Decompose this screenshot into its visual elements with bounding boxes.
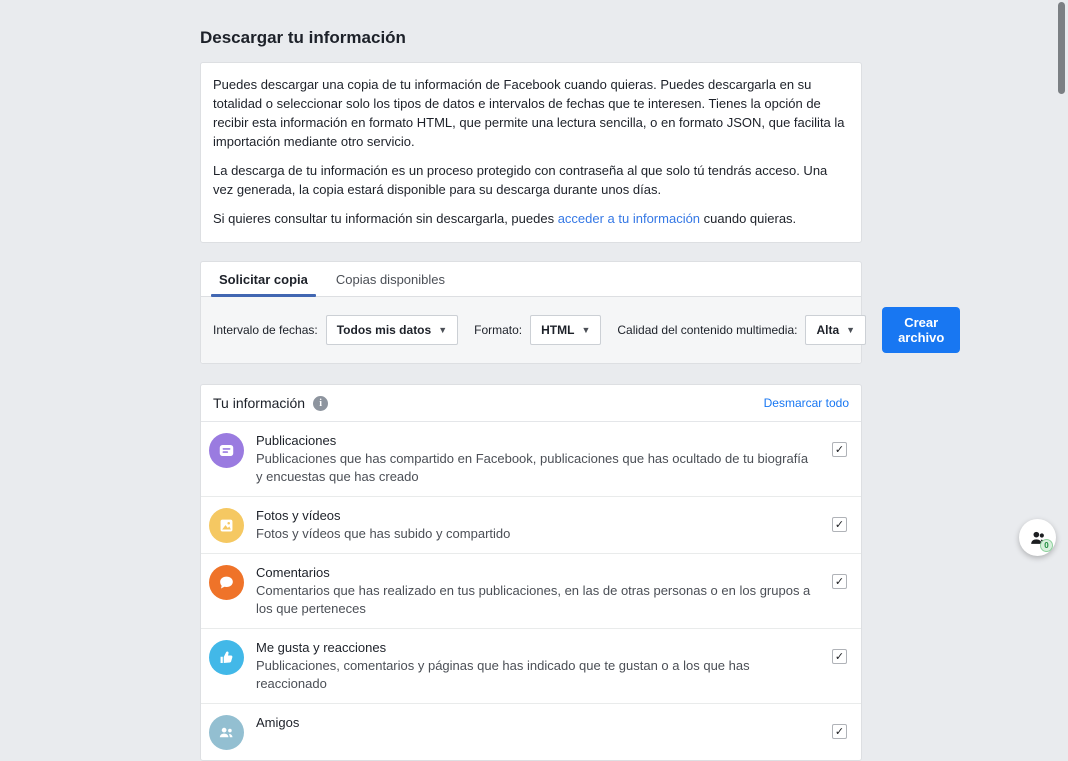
intro-p3-after: cuando quieras. [700,211,797,226]
date-range-label: Intervalo de fechas: [213,323,318,337]
list-item [201,554,861,629]
list-header [201,385,861,422]
page-title: Descargar tu información [200,28,406,47]
date-range-dropdown[interactable]: Todos mis datos ▼ [326,315,458,345]
widget-count-badge: 0 [1040,539,1053,552]
tab-solicitar-copia[interactable]: Solicitar copia [205,262,322,296]
item-checkbox[interactable]: ✓ [832,517,847,532]
posts-icon [209,433,244,468]
item-checkbox[interactable]: ✓ [832,574,847,589]
list-item [201,629,861,704]
information-list [201,422,861,760]
tab-copias-disponibles[interactable]: Copias disponibles [335,271,445,287]
item-title: Amigos [256,715,300,730]
item-title: Comentarios [256,565,330,580]
item-description: Comentarios que has realizado en tus publicaciones, en las de otras personas o en los grupos a los que perteneces [256,583,811,616]
media-quality-label: Calidad del contenido multimedia: [617,323,798,337]
item-description: Publicaciones que has compartido en Facebook, publicaciones que has ocultado de tu biografía y encuestas que has creado [256,451,809,484]
main-content [200,0,945,761]
create-file-button[interactable]: Crear archivo [882,307,960,353]
intro-card [200,62,862,243]
item-description: Publicaciones, comentarios y páginas que has indicado que te gustan o a los que has reaccionado [256,658,750,691]
item-checkbox[interactable]: ✓ [832,442,847,457]
list-item [201,422,861,497]
access-info-link[interactable]: acceder a tu información [557,211,701,226]
item-checkbox[interactable]: ✓ [832,649,847,664]
item-title: Publicaciones [256,433,337,448]
chevron-down-icon: ▼ [846,324,856,335]
comments-icon [209,565,244,600]
item-title: Fotos y vídeos [256,508,341,523]
item-title: Me gusta y reacciones [256,640,387,655]
list-item [201,497,861,554]
intro-p3-before: Si quieres consultar tu información sin descargarla, puedes [213,211,558,226]
your-information-card [200,384,862,761]
likes-icon [209,640,244,675]
tabs-bar [201,262,861,297]
chevron-down-icon: ▼ [581,324,591,335]
info-icon[interactable]: i [313,396,328,411]
scrollbar-thumb[interactable] [1058,2,1065,94]
deselect-all-link[interactable]: Desmarcar todo [763,396,849,410]
item-checkbox[interactable]: ✓ [832,724,847,739]
scrollbar-track[interactable] [1056,0,1068,568]
request-copy-card [200,261,945,364]
intro-paragraph-2: La descarga de tu información es un proceso protegido con contraseña al que solo tú tendrás acceso. Una vez generada, la copia estará disponible para su descarga durante unos días. [213,163,828,197]
item-description: Fotos y vídeos que has subido y compartido [256,526,511,541]
format-label: Formato: [474,323,523,337]
list-item [201,704,861,760]
intro-paragraph-3 [213,209,849,228]
format-dropdown[interactable]: HTML ▼ [530,315,601,345]
support-widget-button[interactable] [1019,519,1056,556]
photos-icon [209,508,244,543]
your-information-title: Tu información [213,395,306,411]
friends-icon [209,715,244,750]
media-quality-dropdown[interactable]: Alta ▼ [805,315,866,345]
filter-bar [201,297,945,363]
intro-paragraph-1: Puedes descargar una copia de tu información de Facebook cuando quieras. Puedes descargarla en su totalidad o seleccionar solo los tipos de datos e intervalos de fechas que te interesen. Tienes la opción de recibir esta información en formato HTML, que permite una lectura sencilla, o en formato JSON, que facilita la importación mediante otro servicio. [213,77,845,149]
chevron-down-icon: ▼ [438,324,448,335]
